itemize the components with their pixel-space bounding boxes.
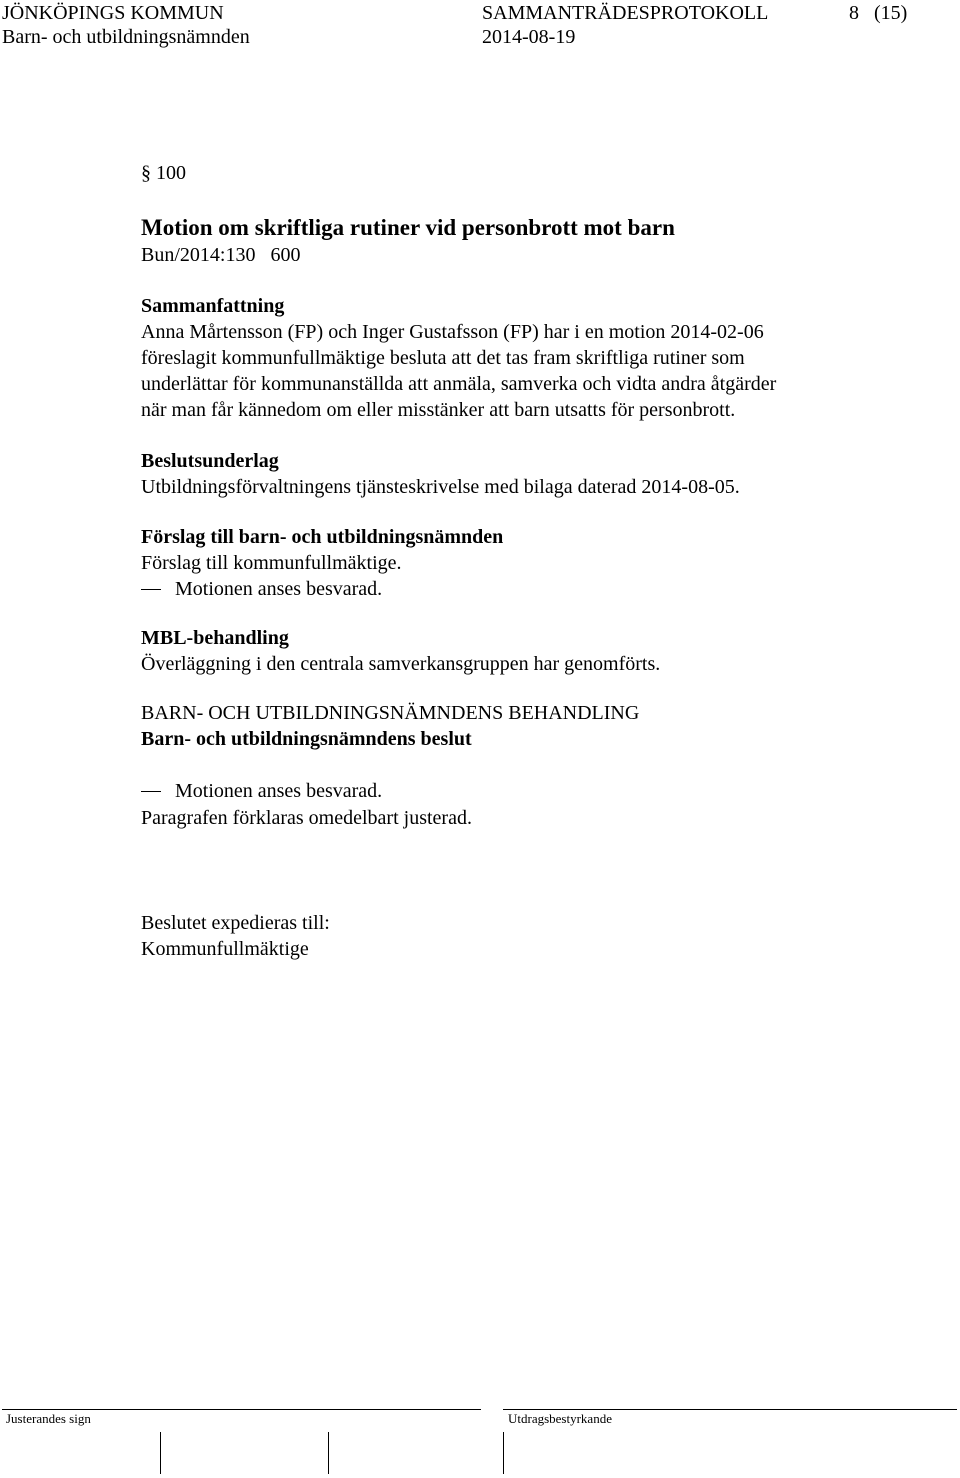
- proposal-text: Förslag till kommunfullmäktige.: [141, 552, 402, 574]
- paragraph-number-value: 100: [156, 162, 186, 184]
- footer-rule-left: [2, 1409, 481, 1410]
- signature-box-divider: [503, 1432, 504, 1474]
- treatment-heading: BARN- OCH UTBILDNINGSNÄMNDENS BEHANDLING: [141, 702, 640, 724]
- adjusted-text: Paragrafen förklaras omedelbart justerad.: [141, 807, 472, 829]
- summary-line: Anna Mårtensson (FP) och Inger Gustafsson (FP) har i en motion 2014-02-06: [141, 321, 764, 343]
- paragraph-number: [141, 160, 186, 186]
- meeting-date: 2014-08-19: [482, 26, 576, 48]
- signature-label: Justerandes sign: [6, 1411, 91, 1426]
- basis-text: Utbildningsförvaltningens tjänsteskrivelse med bilaga daterad 2014-08-05.: [141, 476, 740, 498]
- mbl-heading: MBL-behandling: [141, 627, 289, 649]
- decision-item: [141, 778, 901, 804]
- dispatch-heading: Beslutet expedieras till:: [141, 912, 330, 934]
- summary-text: [141, 319, 776, 423]
- signature-box-divider: [328, 1432, 329, 1474]
- dash-bullet: [141, 589, 161, 590]
- proposal-item-text: Motionen anses besvarad.: [175, 578, 383, 600]
- case-reference: Bun/2014:130 600: [141, 244, 301, 266]
- summary-line: när man får kännedom om eller misstänker att barn utsatts för personbrott.: [141, 399, 736, 421]
- certification-label: Utdragsbestyrkande: [508, 1411, 612, 1426]
- page-total: (15): [874, 2, 908, 24]
- decision-item-text: Motionen anses besvarad.: [175, 780, 383, 802]
- signature-box-divider: [160, 1432, 161, 1474]
- organization-name: JÖNKÖPINGS KOMMUN: [2, 2, 224, 24]
- dispatch-recipient: Kommunfullmäktige: [141, 938, 309, 960]
- mbl-text: Överläggning i den centrala samverkansgruppen har genomförts.: [141, 653, 661, 675]
- paragraph-symbol: §: [141, 162, 151, 184]
- protocol-section: [141, 160, 901, 960]
- committee-name: Barn- och utbildningsnämnden: [2, 26, 250, 48]
- proposal-heading: Förslag till barn- och utbildningsnämnden: [141, 526, 504, 548]
- dash-bullet: [141, 791, 161, 792]
- summary-line: underlättar för kommunanställda att anmäla, samverka och vidta andra åtgärder: [141, 373, 777, 395]
- summary-heading: Sammanfattning: [141, 295, 285, 317]
- document-type: SAMMANTRÄDESPROTOKOLL: [482, 2, 769, 24]
- decision-heading: Barn- och utbildningsnämndens beslut: [141, 728, 472, 750]
- summary-line: föreslagit kommunfullmäktige besluta att det tas fram skriftliga rutiner som: [141, 347, 745, 369]
- proposal-item: [141, 576, 901, 602]
- basis-heading: Beslutsunderlag: [141, 450, 279, 472]
- section-title: Motion om skriftliga rutiner vid personbrott mot barn: [141, 215, 675, 240]
- page-number: 8: [849, 2, 859, 24]
- footer-rule-right: [503, 1409, 957, 1410]
